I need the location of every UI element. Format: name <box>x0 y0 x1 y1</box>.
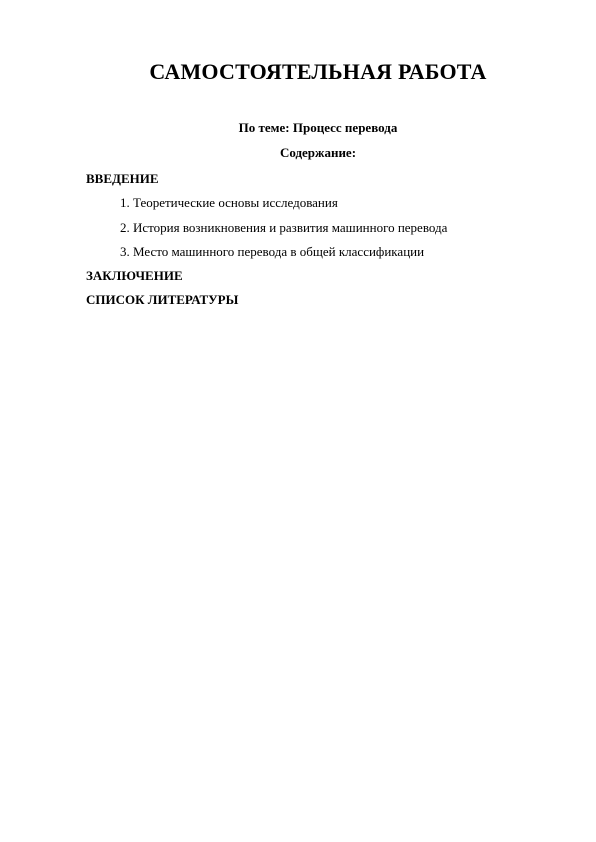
toc-conclusion: ЗАКЛЮЧЕНИЕ <box>86 268 183 284</box>
toc-item-2: 2. История возникновения и развития машинного перевода <box>120 219 448 235</box>
toc-references: СПИСОК ЛИТЕРАТУРЫ <box>86 292 239 308</box>
toc-item-1: 1. Теоретические основы исследования <box>120 195 338 211</box>
document-title: САМОСТОЯТЕЛЬНАЯ РАБОТА <box>149 59 487 84</box>
contents-heading: Содержание: <box>279 145 357 160</box>
document-subtitle: По теме: Процесс перевода <box>238 120 398 135</box>
table-of-contents <box>86 167 556 313</box>
toc-item-3: 3. Место машинного перевода в общей классификации <box>120 243 425 259</box>
toc-introduction: ВВЕДЕНИЕ <box>86 171 159 186</box>
